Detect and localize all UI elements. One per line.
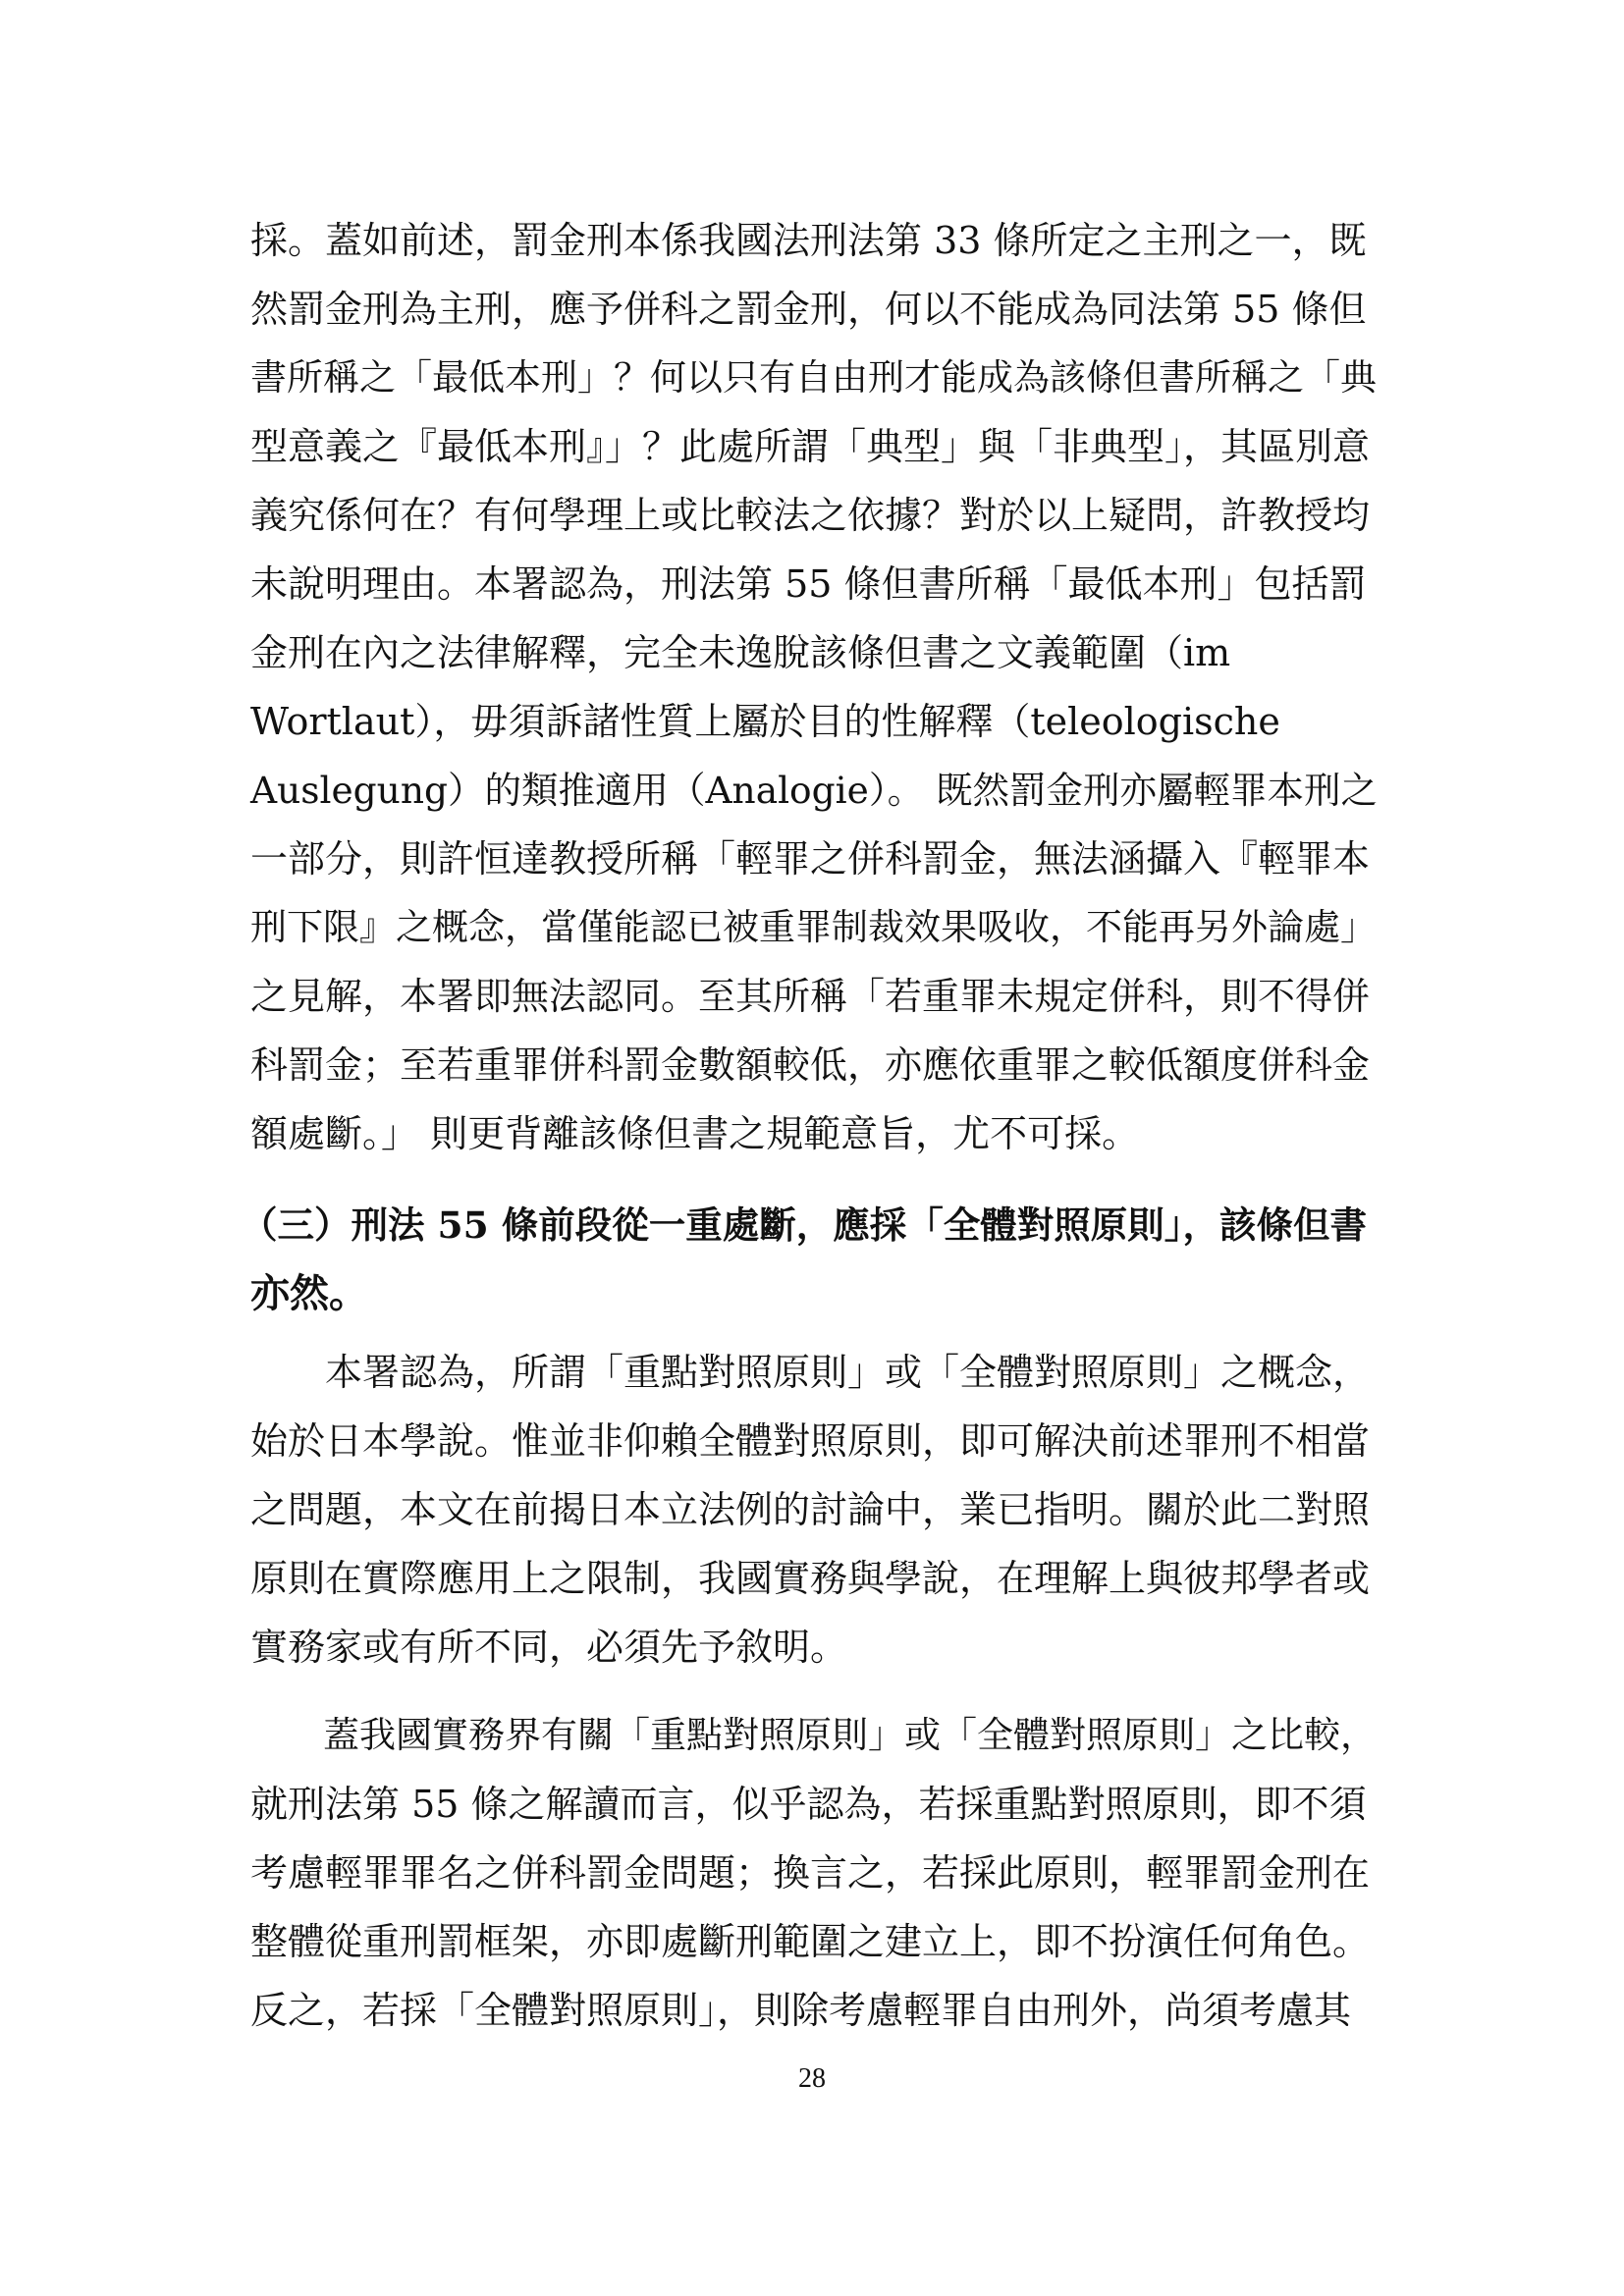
paragraph-1-line-7: 金刑在內之法律解釋，完全未逸脫該條但書之文義範圍（im [250,631,1231,674]
paragraph-1-line-2: 然罰金刑為主刑，應予併科之罰金刑，何以不能成為同法第 55 條但 [250,288,1367,331]
section-3-heading-line-1: （三）刑法 55 條前段從一重處斷，應採「全體對照原則」，該條但書 [241,1203,1368,1247]
paragraph-2-line-5: 實務家或有所不同，必須先予敘明。 [250,1626,848,1669]
paragraph-1-line-10: 一部分，則許恒達教授所稱「輕罪之併科罰金，無法涵攝入『輕罪本 [250,837,1371,881]
paragraph-3-line-1: 蓋我國實務界有關「重點對照原則」或「全體對照原則」之比較， [250,1714,1377,1756]
page-number: 28 [798,2063,826,2094]
paragraph-1-line-6: 未說明理由。本署認為，刑法第 55 條但書所稱「最低本刑」包括罰 [250,562,1367,606]
paragraph-2-line-2: 始於日本學說。惟並非仰賴全體對照原則，即可解決前述罪刑不相當 [250,1419,1371,1463]
paragraph-1-line-1: 採。蓋如前述，罰金刑本係我國法刑法第 33 條所定之主刑之一，既 [250,219,1367,262]
paragraph-1-line-3: 書所稱之「最低本刑」？何以只有自由刑才能成為該條但書所稱之「典 [250,356,1377,399]
paragraph-3-line-4: 整體從重刑罰框架，亦即處斷刑範圍之建立上，即不扮演任何角色。 [250,1920,1371,1963]
paragraph-2-line-1: 本署認為，所謂「重點對照原則」或「全體對照原則」之概念， [250,1351,1371,1394]
paragraph-2-line-3: 之問題，本文在前揭日本立法例的討論中，業已指明。關於此二對照 [250,1488,1371,1531]
paragraph-1-line-11: 刑下限』之概念，當僅能認已被重罪制裁效果吸收，不能再另外論處」 [250,906,1377,948]
paragraph-2-line-4: 原則在實際應用上之限制，我國實務與學說，在理解上與彼邦學者或 [250,1557,1371,1600]
paragraph-3-line-5: 反之，若採「全體對照原則」，則除考慮輕罪自由刑外，尚須考慮其 [250,1989,1352,2032]
paragraph-1-line-12: 之見解，本署即無法認同。至其所稱「若重罪未規定併科，則不得併 [250,975,1371,1018]
paragraph-3-line-3: 考慮輕罪罪名之併科罰金問題；換言之，若採此原則，輕罪罰金刑在 [250,1851,1371,1895]
paragraph-1-line-9: Auslegung）的類推適用（Analogie）。 既然罰金刑亦屬輕罪本刑之 [250,769,1378,812]
paragraph-1-line-8: Wortlaut），毋須訴諸性質上屬於目的性解釋（teleologische [250,700,1280,743]
section-3-heading-line-2: 亦然。 [250,1270,368,1316]
paragraph-1-line-14: 額處斷。」 則更背離該條但書之規範意旨，尤不可採。 [250,1112,1140,1155]
paragraph-1-line-4: 型意義之『最低本刑』」？此處所謂「典型」與「非典型」，其區別意 [250,425,1371,468]
paragraph-1-line-5: 義究係何在？有何學理上或比較法之依據？對於以上疑問，許教授均 [250,494,1371,537]
paragraph-1-line-13: 科罰金；至若重罪併科罰金數額較低，亦應依重罪之較低額度併科金 [250,1043,1371,1087]
paragraph-3-line-2: 就刑法第 55 條之解讀而言，似乎認為，若採重點對照原則，即不須 [250,1783,1367,1826]
